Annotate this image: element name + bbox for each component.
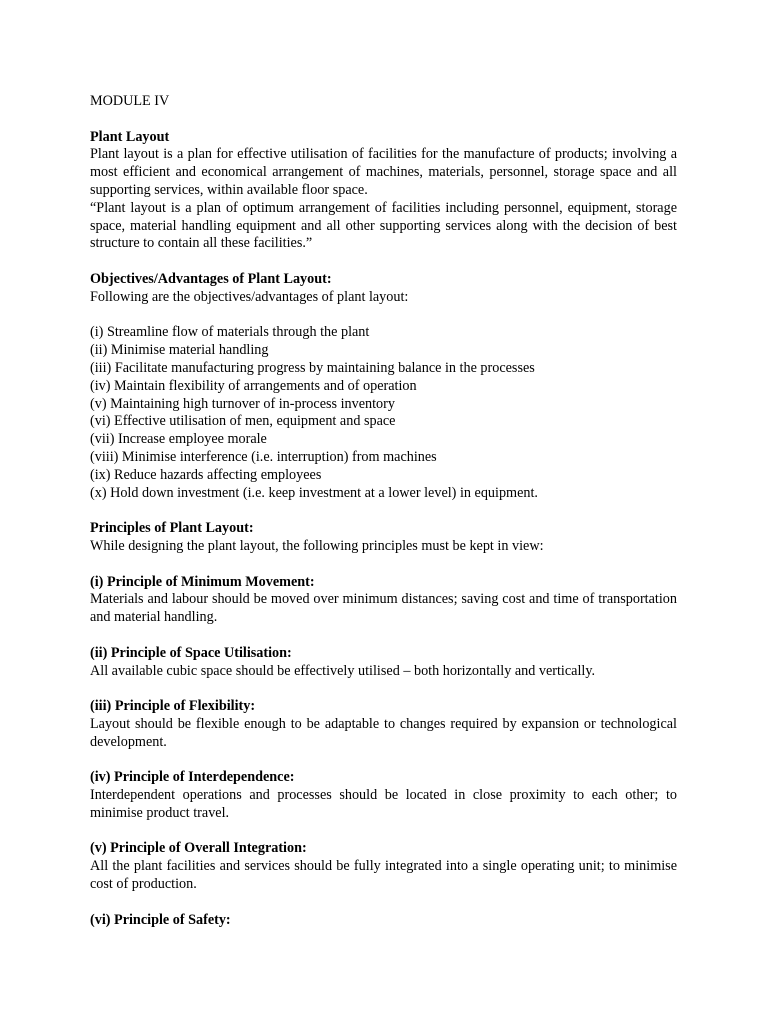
list-item: (viii) Minimise interference (i.e. interruption) from machines	[90, 448, 437, 465]
principles-heading: Principles of Plant Layout:	[90, 520, 254, 537]
spacer	[90, 680, 677, 698]
list-item: (v) Maintaining high turnover of in-process inventory	[90, 395, 395, 412]
principle-text: Layout should be flexible enough to be adaptable to changes required by expansion or technological development.	[90, 715, 677, 750]
principle-heading: (i) Principle of Minimum Movement:	[90, 573, 315, 590]
list-item: (ix) Reduce hazards affecting employees	[90, 466, 322, 483]
principle-text: All the plant facilities and services should be fully integrated into a single operating unit; to minimise cost of production.	[90, 858, 677, 893]
principle-text: All available cubic space should be effectively utilised – both horizontally and vertically.	[90, 662, 596, 679]
spacer	[90, 253, 677, 271]
objectives-intro: Following are the objectives/advantages of plant layout:	[90, 288, 409, 305]
plant-layout-paragraph-1: Plant layout is a plan for effective utilisation of facilities for the manufacture of products; involving a most efficient and economical arrangement of machines, materials, personnel, storage space and all supporting services, within available floor space.	[90, 146, 677, 198]
spacer	[90, 111, 677, 129]
list-item: (ii) Minimise material handling	[90, 342, 269, 359]
module-title: MODULE IV	[90, 93, 170, 109]
principles-intro: While designing the plant layout, the following principles must be kept in view:	[90, 537, 544, 554]
principle-heading: (iv) Principle of Interdependence:	[90, 769, 295, 786]
spacer	[90, 556, 677, 574]
spacer	[90, 502, 677, 520]
principle-heading: (v) Principle of Overall Integration:	[90, 840, 307, 857]
principle-heading: (vi) Principle of Safety:	[90, 911, 231, 928]
plant-layout-paragraph-2: “Plant layout is a plan of optimum arrangement of facilities including personnel, equipment, storage space, material handling equipment and all other supporting services along with the decision of best structure to contain all these facilities.”	[90, 199, 677, 252]
list-item: (vii) Increase employee morale	[90, 431, 267, 448]
spacer	[90, 751, 677, 769]
document-page	[90, 93, 677, 929]
plant-layout-heading: Plant Layout	[90, 128, 170, 145]
list-item: (vi) Effective utilisation of men, equipment and space	[90, 413, 396, 430]
objectives-list	[90, 324, 677, 502]
spacer	[90, 307, 677, 325]
objectives-heading: Objectives/Advantages of Plant Layout:	[90, 270, 332, 287]
list-item: (iii) Facilitate manufacturing progress by maintaining balance in the processes	[90, 359, 535, 376]
list-item: (i) Streamline flow of materials through the plant	[90, 324, 370, 341]
principle-text: Interdependent operations and processes should be located in close proximity to each other; to minimise product travel.	[90, 787, 677, 821]
spacer	[90, 823, 677, 841]
principle-heading: (ii) Principle of Space Utilisation:	[90, 644, 292, 661]
principle-text: Materials and labour should be moved over minimum distances; saving cost and time of transportation and material handling.	[90, 591, 677, 626]
list-item: (iv) Maintain flexibility of arrangements and of operation	[90, 377, 417, 394]
spacer	[90, 627, 677, 645]
spacer	[90, 894, 677, 912]
principle-heading: (iii) Principle of Flexibility:	[90, 698, 256, 715]
list-item: (x) Hold down investment (i.e. keep investment at a lower level) in equipment.	[90, 484, 538, 501]
